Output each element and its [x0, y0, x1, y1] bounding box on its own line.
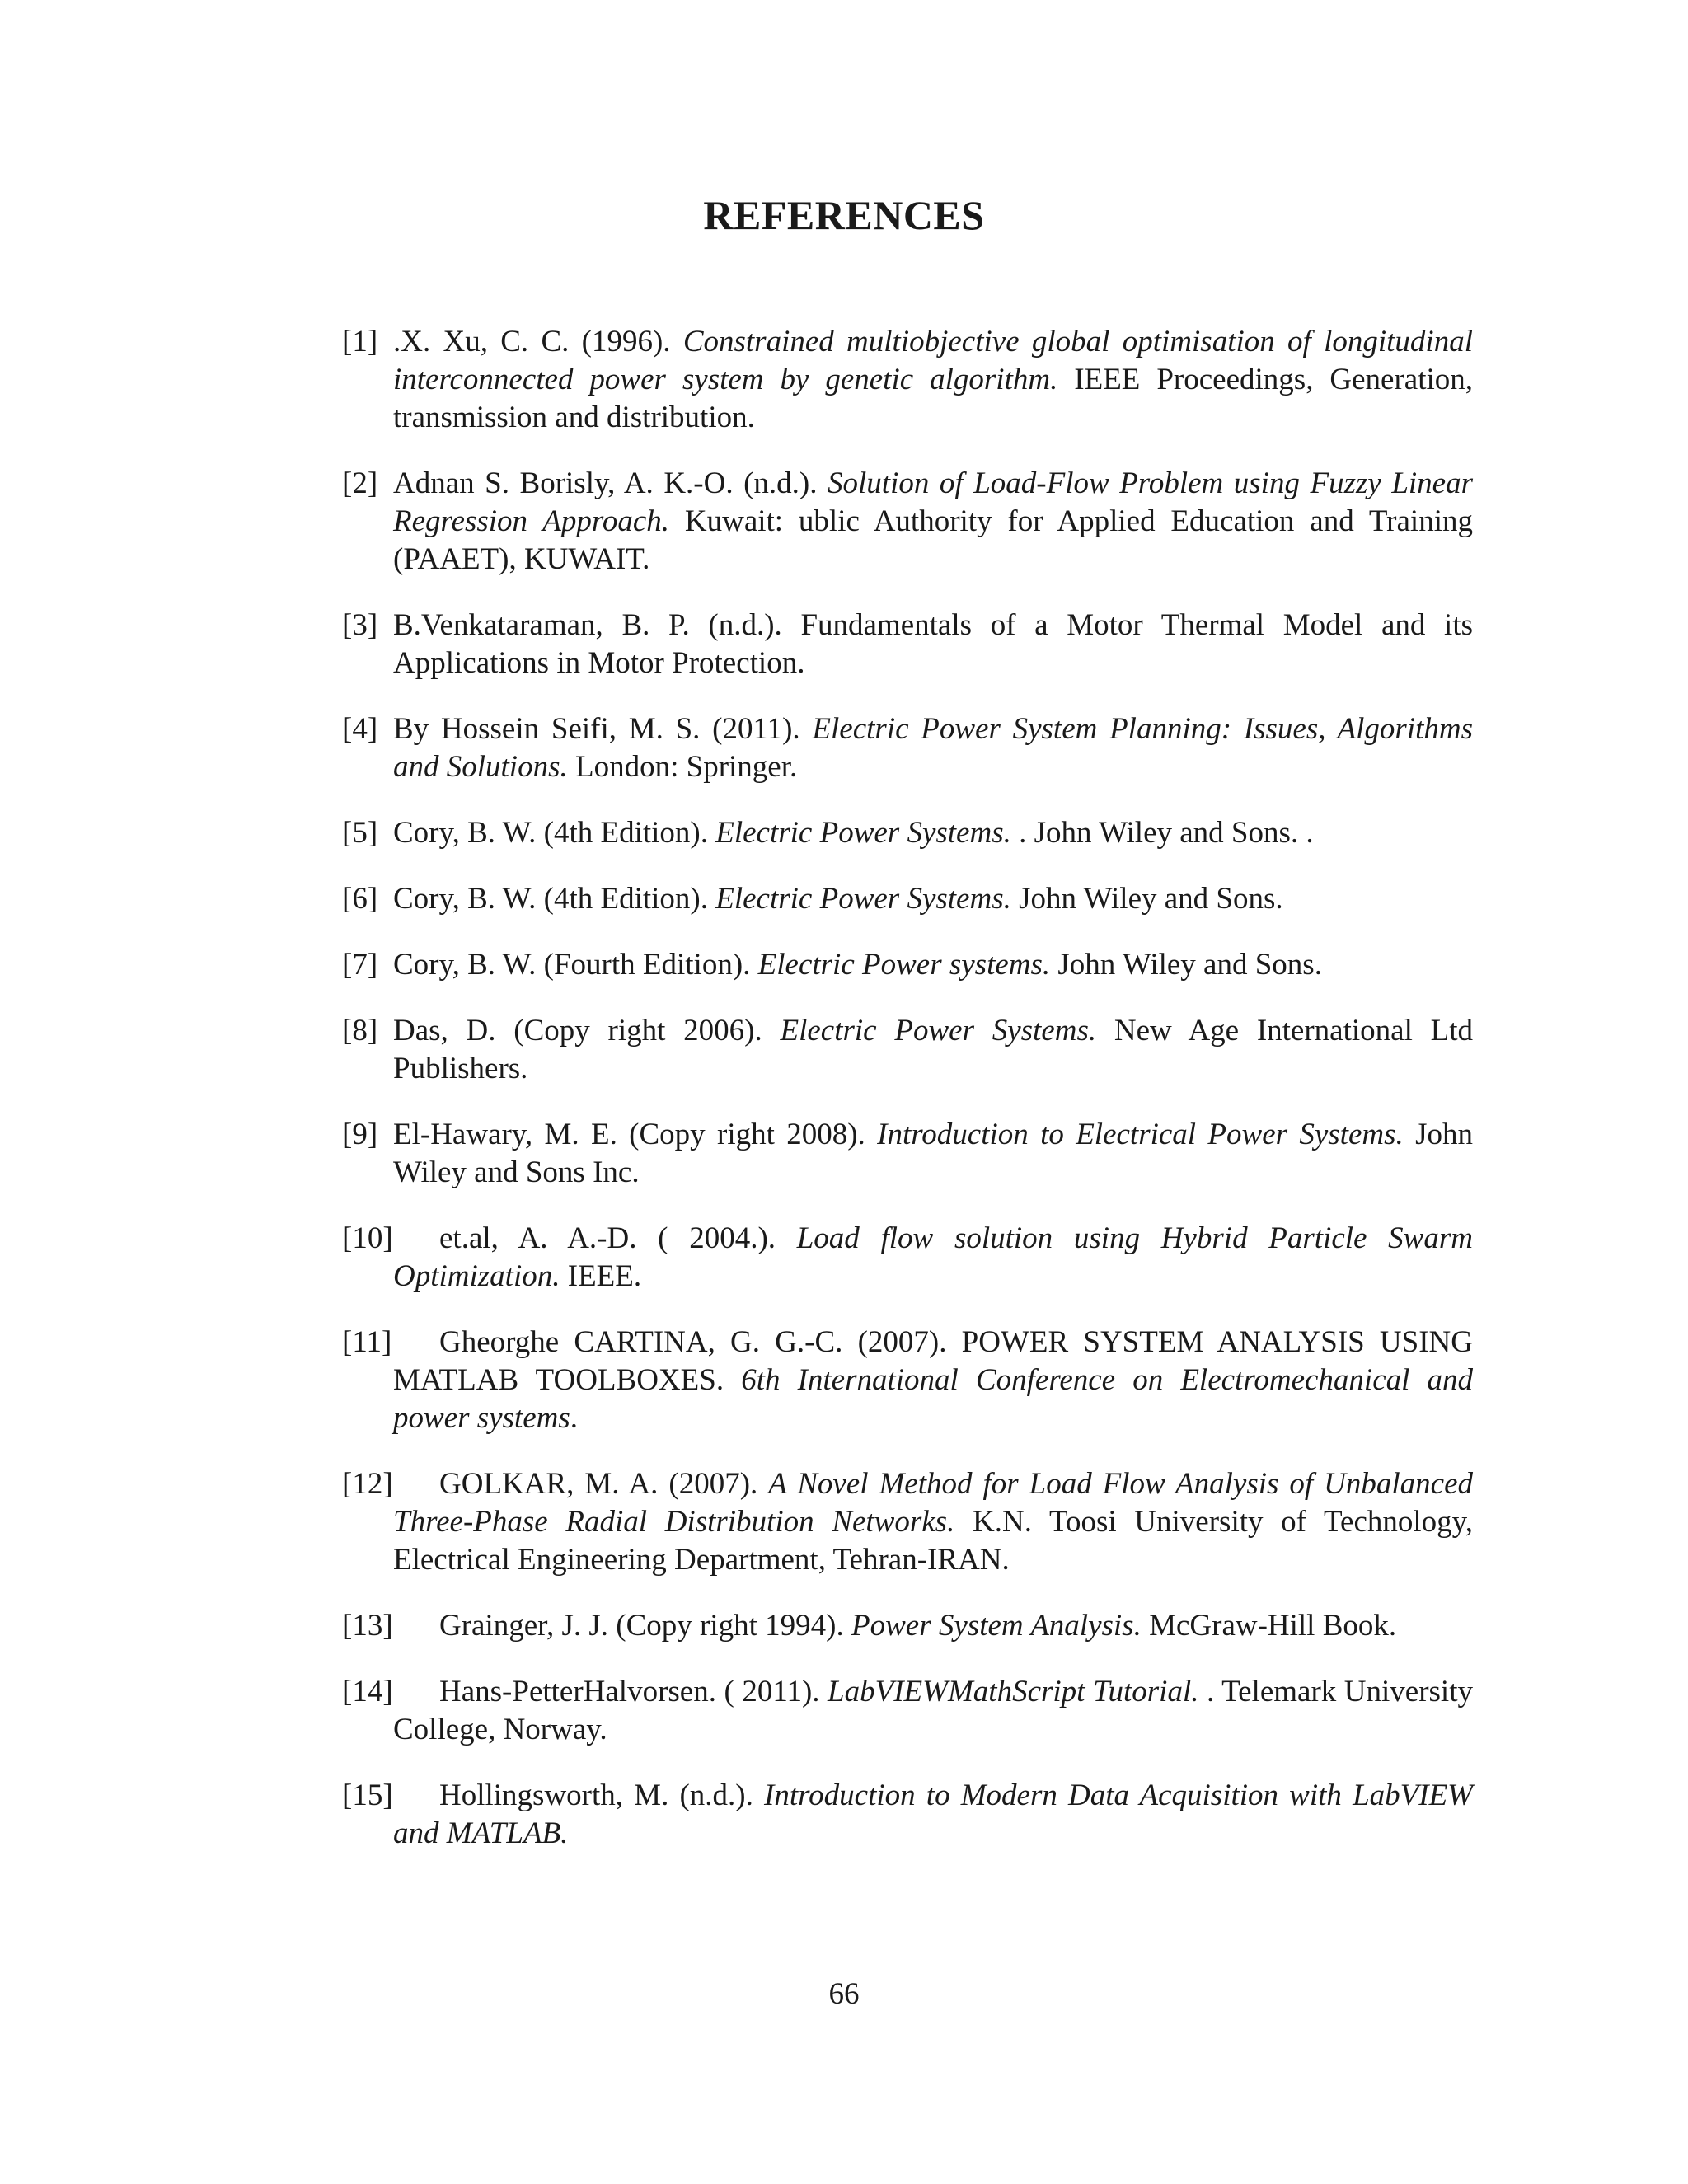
- reference-text: John Wiley and Sons.: [1010, 882, 1283, 916]
- reference-number: [8]: [342, 1014, 378, 1047]
- reference-title: Load flow solution using Hybrid Particle Swarm Optimization.: [393, 1221, 1473, 1293]
- reference-text: B.Venkataraman, B. P. (n.d.). Fundamentals of a Motor Thermal Model and its Applications in Motor Protection.: [393, 608, 1473, 680]
- reference-text: .: [570, 1401, 579, 1435]
- reference-item: [342, 880, 1473, 918]
- reference-item: [342, 465, 1473, 579]
- reference-item: [342, 1324, 1473, 1437]
- reference-item: [342, 1220, 1473, 1296]
- reference-title: A Novel Method for Load Flow Analysis of Unbalanced Three-Phase Radial Distribution Networks.: [393, 1467, 1473, 1539]
- reference-text: John Wiley and Sons.: [1050, 948, 1322, 982]
- page-number: 66: [828, 1977, 860, 2011]
- reference-text: IEEE Proceedings, Generation, transmission and distribution.: [393, 363, 1474, 434]
- reference-item: [342, 1673, 1473, 1749]
- reference-text: Cory, B. W. (4th Edition).: [393, 816, 716, 850]
- page-title: REFERENCES: [703, 192, 985, 238]
- reference-title: Electric Power Systems.: [780, 1014, 1097, 1047]
- reference-title: Introduction to Electrical Power Systems.: [877, 1118, 1404, 1151]
- reference-text: .X. Xu, C. C. (1996).: [393, 325, 683, 359]
- reference-text: Kuwait: ublic Authority for Applied Education and Training (PAAET), KUWAIT.: [393, 504, 1473, 576]
- reference-number: [5]: [342, 816, 378, 850]
- reference-number: [4]: [342, 712, 378, 746]
- reference-text: London: Springer.: [567, 750, 798, 784]
- reference-title: Electric Power Systems.: [715, 816, 1011, 850]
- reference-number: [15]: [342, 1779, 393, 1812]
- reference-text: Gheorghe CARTINA, G. G.-C. (2007). POWER SYSTEM ANALYSIS USING MATLAB TOOLBOXES.: [393, 1325, 1473, 1397]
- reference-number: [12]: [342, 1467, 393, 1501]
- reference-text: McGraw-Hill Book.: [1141, 1609, 1397, 1643]
- reference-item: [342, 607, 1473, 682]
- reference-text: Cory, B. W. (4th Edition).: [393, 882, 716, 916]
- reference-number: [13]: [342, 1609, 393, 1643]
- reference-title: Electric Power System Planning: Issues, Algorithms and Solutions.: [393, 712, 1473, 784]
- reference-text: Hollingsworth, M. (n.d.).: [439, 1779, 765, 1812]
- reference-title: Solution of Load-Flow Problem using Fuzzy Linear Regression Approach.: [393, 466, 1474, 538]
- reference-item: [342, 946, 1473, 984]
- reference-number: [10]: [342, 1221, 393, 1255]
- reference-text: Grainger, J. J. (Copy right 1994).: [439, 1609, 852, 1643]
- reference-text: IEEE.: [560, 1259, 642, 1293]
- reference-text: Hans-PetterHalvorsen. ( 2011).: [439, 1675, 828, 1708]
- reference-item: [342, 1012, 1473, 1088]
- reference-text: et.al, A. A.-D. ( 2004.).: [439, 1221, 797, 1255]
- reference-number: [14]: [342, 1675, 393, 1708]
- reference-number: [11]: [342, 1325, 392, 1359]
- reference-number: [1]: [342, 325, 378, 359]
- reference-text: . Telemark University College, Norway.: [393, 1675, 1473, 1746]
- reference-item: [342, 1607, 1473, 1645]
- reference-item: [342, 814, 1473, 852]
- reference-item: [342, 1116, 1473, 1192]
- reference-number: [2]: [342, 466, 378, 500]
- reference-text: John Wiley and Sons Inc.: [393, 1118, 1474, 1189]
- reference-text: GOLKAR, M. A. (2007).: [439, 1467, 769, 1501]
- reference-number: [6]: [342, 882, 378, 916]
- reference-text: Cory, B. W. (Fourth Edition).: [393, 948, 758, 982]
- reference-title: Electric Power Systems.: [715, 882, 1011, 916]
- reference-item: [342, 710, 1473, 786]
- reference-title: LabVIEWMathScript Tutorial.: [828, 1675, 1199, 1708]
- reference-text: By Hossein Seifi, M. S. (2011).: [393, 712, 813, 746]
- reference-text: El-Hawary, M. E. (Copy right 2008).: [393, 1118, 878, 1151]
- reference-title: Constrained multiobjective global optimisation of longitudinal interconnected power system by genetic algorithm.: [393, 325, 1473, 396]
- reference-title: 6th International Conference on Electromechanical and power systems: [393, 1363, 1473, 1435]
- reference-text: Adnan S. Borisly, A. K.-O. (n.d.).: [393, 466, 828, 500]
- reference-text: . John Wiley and Sons. .: [1010, 816, 1314, 850]
- reference-item: [342, 1777, 1473, 1853]
- reference-item: [342, 1465, 1473, 1579]
- reference-number: [3]: [342, 608, 378, 642]
- reference-text: New Age International Ltd Publishers.: [393, 1014, 1473, 1085]
- reference-number: [7]: [342, 948, 378, 982]
- reference-text: K.N. Toosi University of Technology, Electrical Engineering Department, Tehran-IRAN.: [393, 1505, 1473, 1577]
- reference-title: Introduction to Modern Data Acquisition with LabVIEW and MATLAB.: [393, 1779, 1473, 1850]
- reference-title: Power System Analysis.: [851, 1609, 1142, 1643]
- reference-title: Electric Power systems.: [757, 948, 1051, 982]
- reference-item: [342, 323, 1473, 437]
- reference-number: [9]: [342, 1118, 378, 1151]
- reference-text: Das, D. (Copy right 2006).: [393, 1014, 781, 1047]
- reference-list: [342, 323, 1473, 1881]
